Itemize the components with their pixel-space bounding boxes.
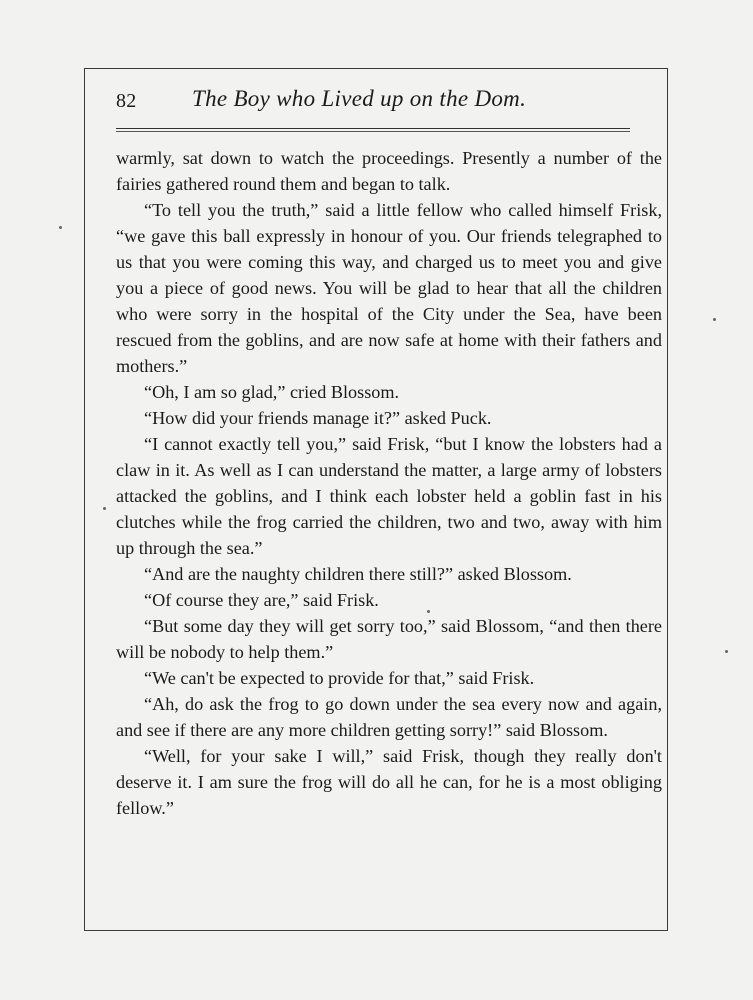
paragraph: “Ah, do ask the frog to go down under the sea every now and again, and see if there are any more children getting sorry!” said Blossom. <box>116 694 662 740</box>
paragraph: “Well, for your sake I will,” said Frisk, though they really don't deserve it. I am sure the frog will do all he can, for he is a most obliging fellow.” <box>116 746 662 818</box>
paragraph: “But some day they will get sorry too,” said Blossom, “and then there will be nobody to help them.” <box>116 616 662 662</box>
paragraph: “We can't be expected to provide for that,” said Frisk. <box>144 668 535 688</box>
header-rule-secondary <box>116 131 630 132</box>
paragraph: “How did your friends manage it?” asked Puck. <box>144 408 492 428</box>
paragraph: “I cannot exactly tell you,” said Frisk, “but I know the lobsters had a claw in it. As well as I can understand the matter, a large army of lobsters attacked the goblins, and I think each lobster held a goblin fast in his clutches while the frog carried the children, two and two, away with him up through the sea.” <box>116 434 662 558</box>
page-number: 82 <box>116 90 137 112</box>
paragraph: “And are the naughty children there still?” asked Blossom. <box>144 564 572 584</box>
page-header <box>116 86 660 124</box>
header-rule <box>116 128 630 129</box>
running-title: The Boy who Lived up on the Dom. <box>192 86 527 111</box>
paragraph: “To tell you the truth,” said a little fellow who called himself Frisk, “we gave this ball expressly in honour of you. Our friends telegraphed to us that you were coming this way, and charged us to meet you and give you a piece of good news. You will be glad to hear that all the children who were sorry in the hospital of the City under the Sea, have been rescued from the goblins, and are now safe at home with their fathers and mothers.” <box>116 200 662 376</box>
paper-speck <box>725 650 728 653</box>
paragraph: “Of course they are,” said Frisk. <box>144 590 379 610</box>
paper-speck <box>427 610 430 613</box>
paragraph: “Oh, I am so glad,” cried Blossom. <box>144 382 400 402</box>
paper-speck <box>103 507 106 510</box>
body-text <box>116 145 662 821</box>
paper-speck <box>59 226 62 229</box>
paper-speck <box>713 318 716 321</box>
paragraph: warmly, sat down to watch the proceedings. Presently a number of the fairies gathered round them and began to talk. <box>116 148 662 194</box>
